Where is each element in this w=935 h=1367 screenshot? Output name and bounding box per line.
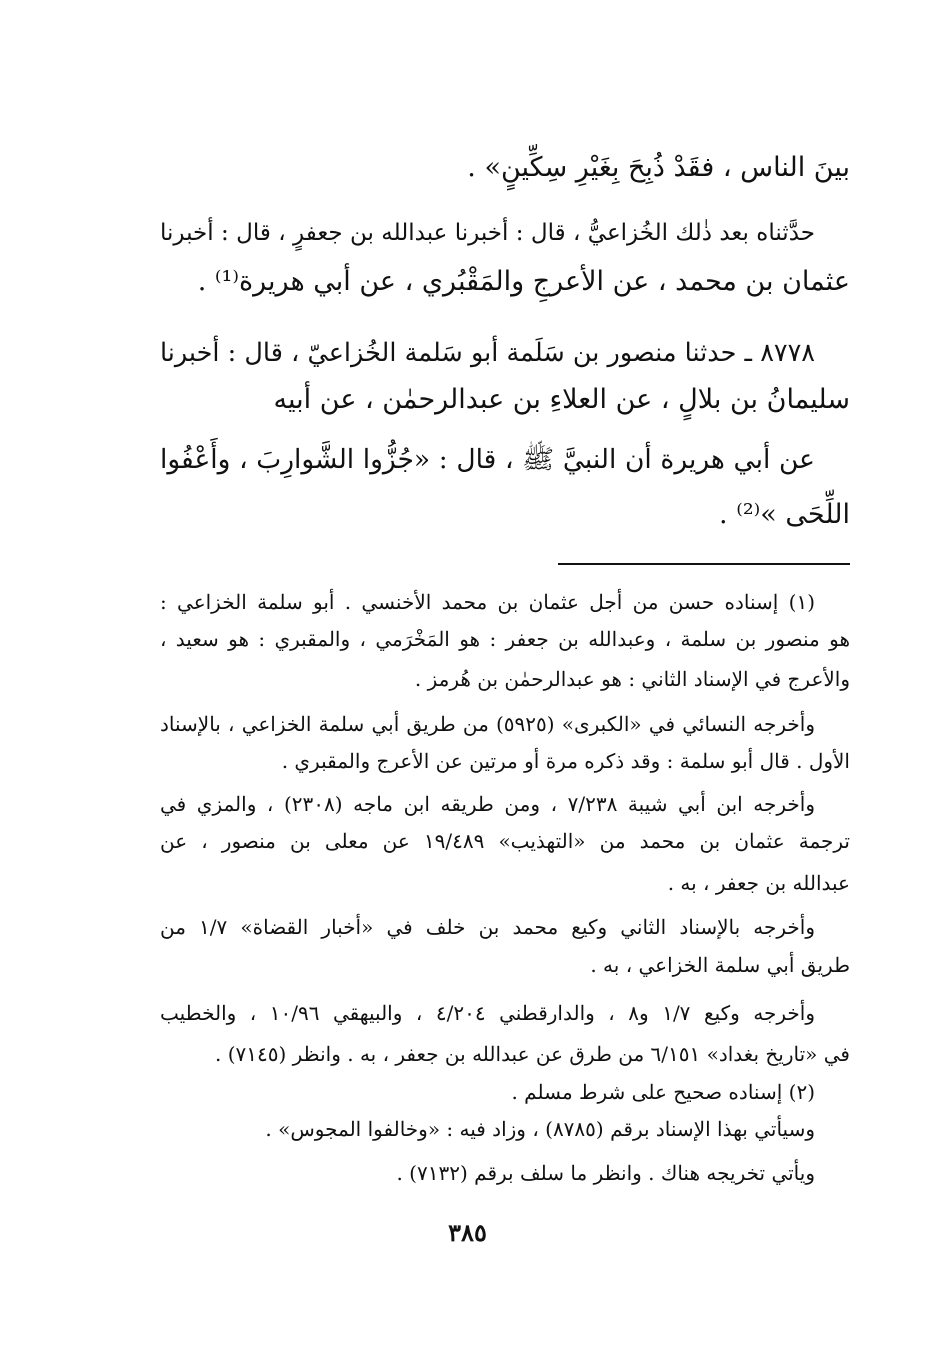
page-number: ٣٨٥ [448,1218,487,1247]
footnote-line: وأخرجه ابن أبي شيبة ٧/٢٣٨ ، ومن طريقه ابن ماجه (٢٣٠٨) ، والمزي في [160,792,815,816]
footnote-line: الأول . قال أبو سلمة : وقد ذكره مرة أو مرتين عن الأعرج والمقبري . [281,749,850,773]
footnote-line: ويأتي تخريجه هناك . وانظر ما سلف برقم (٧١٣٢) . [396,1161,815,1185]
footnote-line: وسيأتي بهذا الإسناد برقم (٨٧٨٥) ، وزاد فيه : «وخالفوا المجوس» . [265,1117,815,1141]
main-line: سليمانُ بن بلالٍ ، عن العلاءِ بن عبدالرحمٰن ، عن أبيه [273,384,850,415]
main-line: عثمان بن محمد ، عن الأعرجِ والمَقْبُري ، عن أبي هريرة⁽¹⁾ . [197,266,850,297]
footnote-line: في «تاريخ بغداد» ٦/١٥١ من طرق عن عبدالله بن جعفر ، به . وانظر (٧١٤٥) . [214,1042,850,1066]
main-line: عن أبي هريرة أن النبيَّ ﷺ ، قال : «جُزُّوا الشَّوارِبَ ، وأَعْفُوا [160,444,815,475]
footnote-line: هو منصور بن سلمة ، وعبدالله بن جعفر : هو المَخْرَمي ، والمقبري : هو سعيد ، [160,627,850,651]
main-line: ٨٧٧٨ ـ حدثنا منصور بن سَلَمة أبو سَلمة الخُزاعيّ ، قال : أخبرنا [160,338,815,368]
main-line: حدَّثناه بعد ذٰلك الخُزاعيُّ ، قال : أخبرنا عبدالله بن جعفرٍ ، قال : أخبرنا [160,220,815,246]
footnote-line: وأخرجه وكيع ١/٧ و٨ ، والدارقطني ٤/٢٠٤ ، والبيهقي ١٠/٩٦ ، والخطيب [160,1001,816,1025]
footnote-line: (١) إسناده حسن من أجل عثمان بن محمد الأخنسي . أبو سلمة الخزاعي : [160,590,815,614]
footnote-separator [558,563,850,565]
main-line: بينَ الناس ، فقَدْ ذُبِحَ بِغَيْرِ سِكِّينٍ» . [467,152,850,183]
footnote-line: ترجمة عثمان بن محمد من «التهذيب» ١٩/٤٨٩ عن معلى بن منصور ، عن [160,829,850,853]
footnote-line: (٢) إسناده صحيح على شرط مسلم . [511,1080,815,1104]
footnote-line: طريق أبي سلمة الخزاعي ، به . [590,953,850,977]
main-line: اللِّحَى »⁽²⁾ . [719,499,850,530]
footnote-line: وأخرجه النسائي في «الكبرى» (٥٩٢٥) من طريق أبي سلمة الخزاعي ، بالإسناد [160,712,816,736]
footnote-line: وأخرجه بالإسناد الثاني وكيع محمد بن خلف في «أخبار القضاة» ١/٧ من [160,915,816,939]
footnote-line: عبدالله بن جعفر ، به . [667,871,850,895]
footnote-line: والأعرج في الإسناد الثاني : هو عبدالرحمٰن بن هُرمز . [414,667,850,691]
